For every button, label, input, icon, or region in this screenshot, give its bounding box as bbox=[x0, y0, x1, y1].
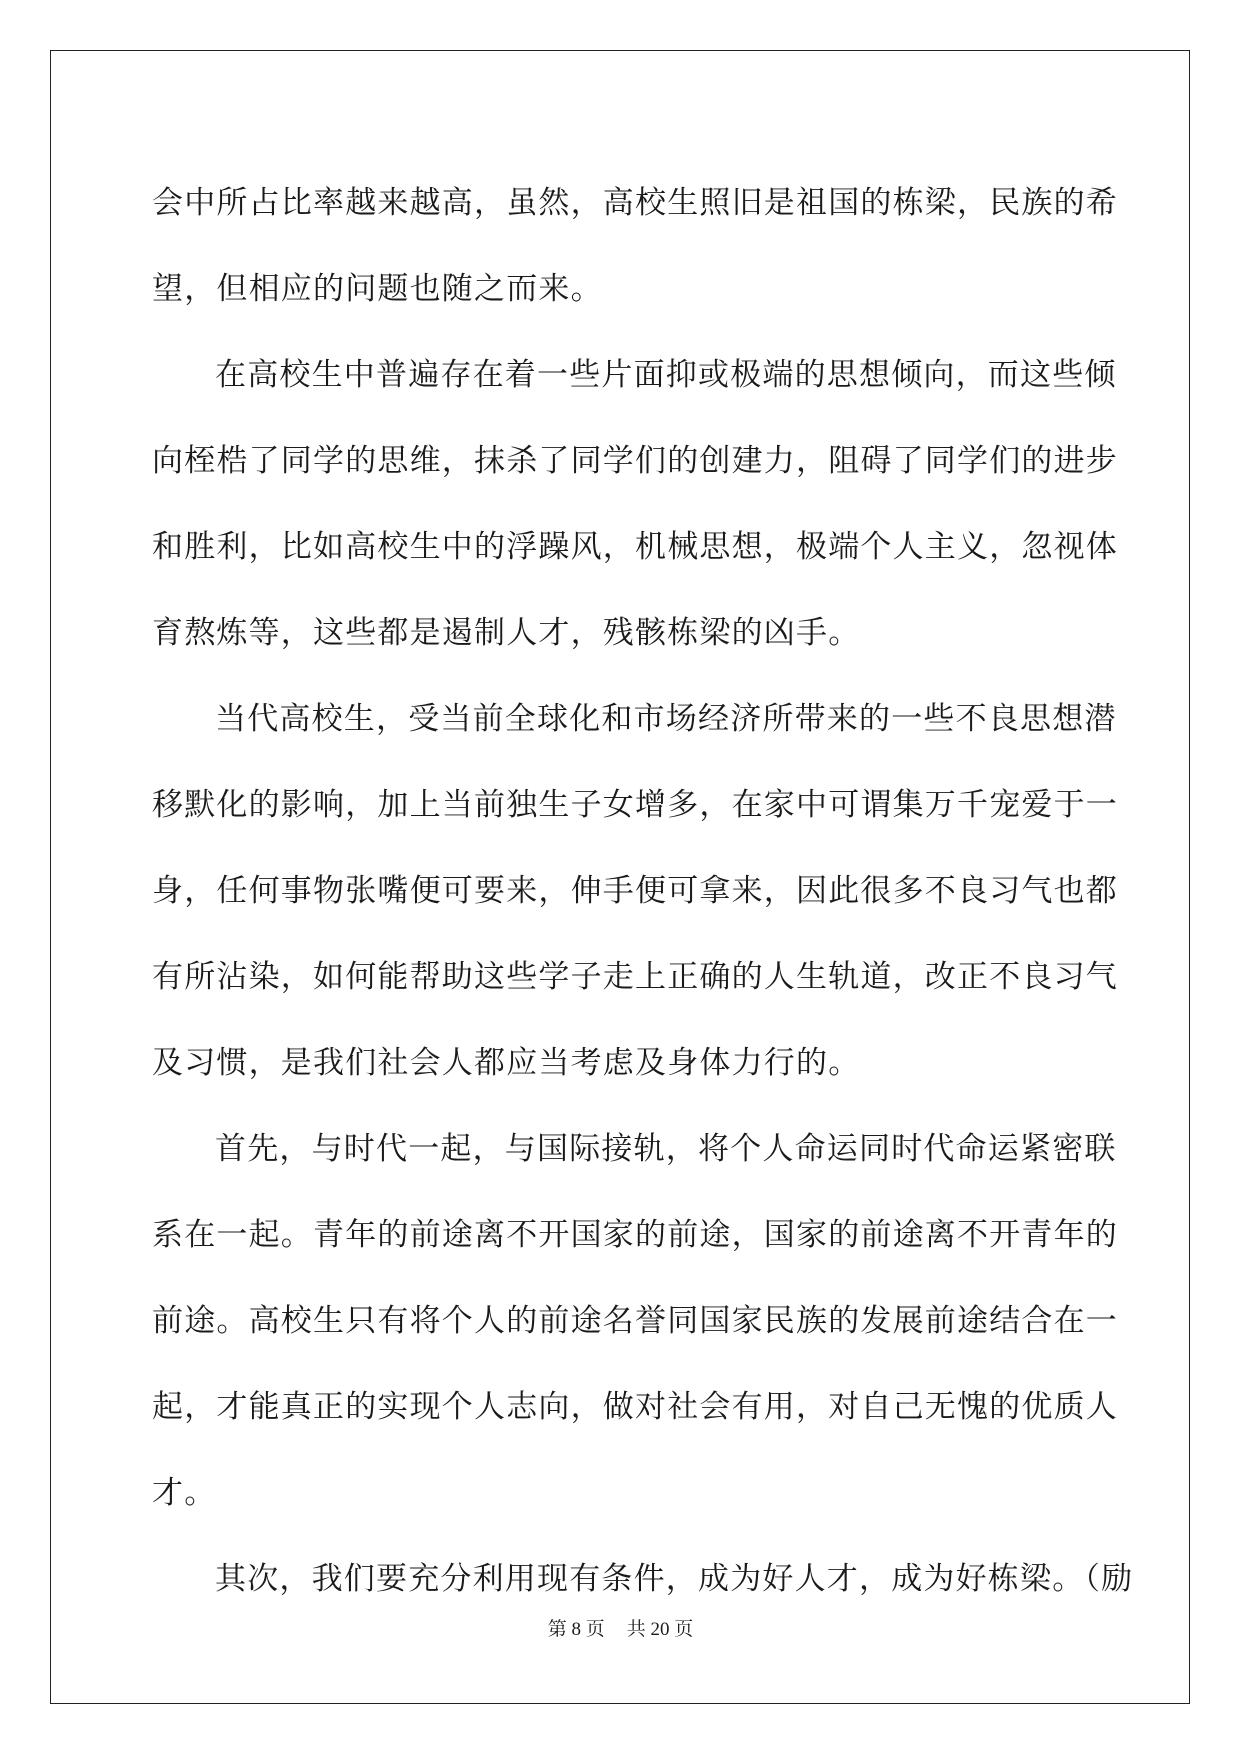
text-line: 身，任何事物张嘴便可要来，伸手便可拿来，因此很多不良习气也都 bbox=[152, 873, 1118, 909]
text-line: 会中所占比率越来越高，虽然，高校生照旧是祖国的栋梁，民族的希 bbox=[152, 185, 1118, 221]
text-line: 和胜利，比如高校生中的浮躁风，机械思想，极端个人主义，忽视体 bbox=[152, 529, 1118, 565]
text-line: 有所沾染，如何能帮助这些学子走上正确的人生轨道，改正不良习气 bbox=[152, 959, 1118, 995]
page-total: 共 20 页 bbox=[626, 1619, 694, 1640]
text-line: 育熬炼等，这些都是遏制人才，残骸栋梁的凶手。 bbox=[152, 615, 861, 651]
page-number: 第 8 页 bbox=[547, 1619, 605, 1640]
text-line: 望，但相应的问题也随之而来。 bbox=[152, 271, 603, 307]
paragraph-start-line: 在高校生中普遍存在着一些片面抑或极端的思想倾向，而这些倾 bbox=[215, 357, 1117, 393]
text-line: 起，才能真正的实现个人志向，做对社会有用，对自己无愧的优质人 bbox=[152, 1389, 1118, 1425]
text-line: 移默化的影响，加上当前独生子女增多，在家中可谓集万千宠爱于一 bbox=[152, 787, 1118, 823]
text-line: 才。 bbox=[152, 1475, 217, 1511]
paragraph-start-line: 其次，我们要充分利用现有条件，成为好人才，成为好栋梁。（励 bbox=[215, 1561, 1134, 1597]
document-body bbox=[152, 160, 1134, 1622]
paragraph-start-line: 首先，与时代一起，与国际接轨，将个人命运同时代命运紧密联 bbox=[215, 1131, 1117, 1167]
text-line: 系在一起。青年的前途离不开国家的前途，国家的前途离不开青年的 bbox=[152, 1217, 1118, 1253]
paragraph-start-line: 当代高校生，受当前全球化和市场经济所带来的一些不良思想潜 bbox=[215, 701, 1117, 737]
page-footer bbox=[0, 1614, 1241, 1641]
text-line: 向桎梏了同学的思维，抹杀了同学们的创建力，阻碍了同学们的进步 bbox=[152, 443, 1118, 479]
text-line: 及习惯，是我们社会人都应当考虑及身体力行的。 bbox=[152, 1045, 861, 1081]
text-line: 前途。高校生只有将个人的前途名誉同国家民族的发展前途结合在一 bbox=[152, 1303, 1118, 1339]
